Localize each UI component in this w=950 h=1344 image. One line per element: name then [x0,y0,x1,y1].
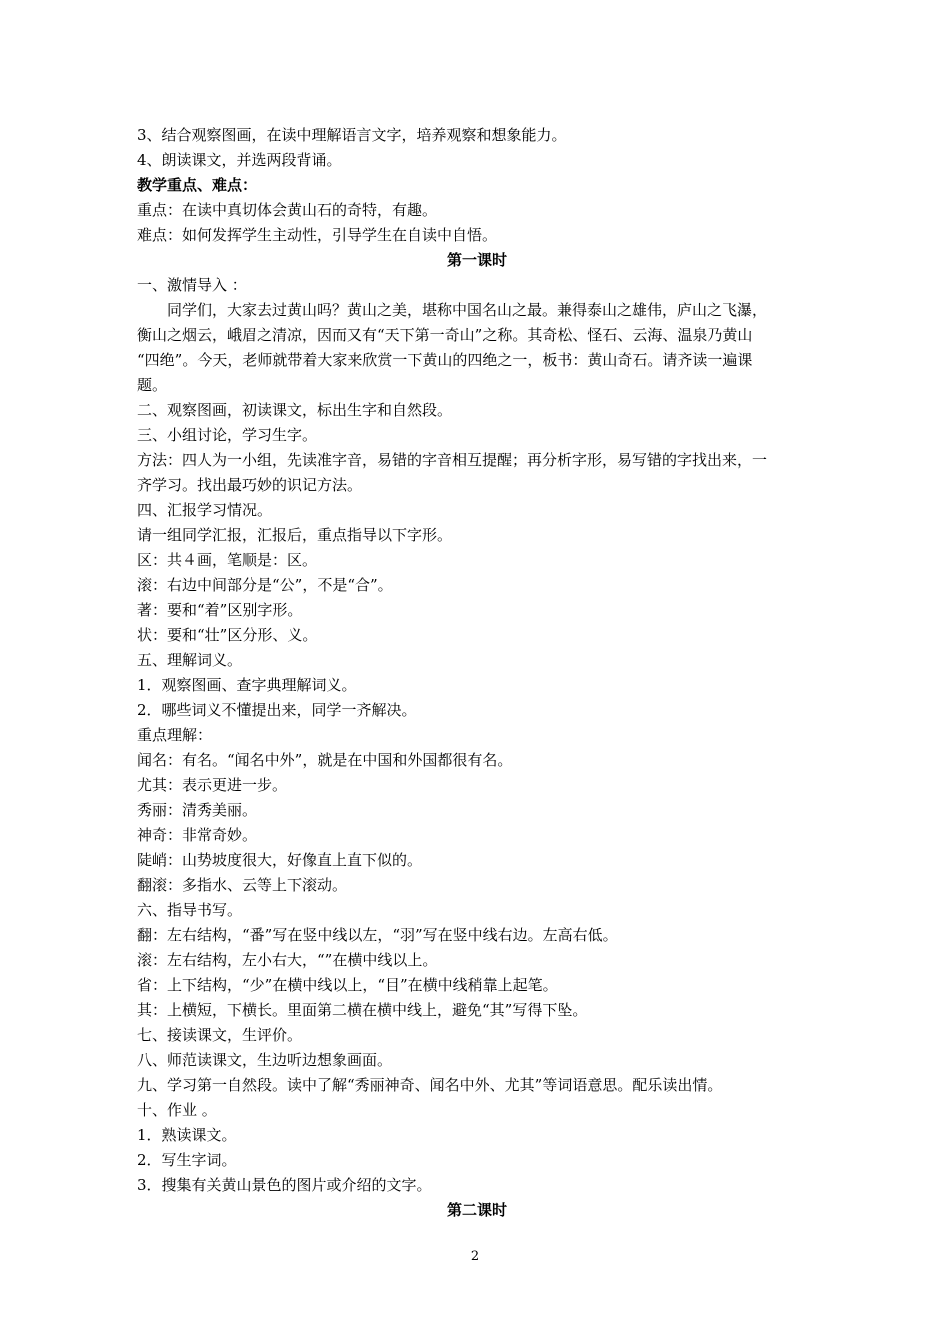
difficult-point-text: 难点：如何发挥学生主动性，引导学生在自读中自悟。 [137,226,498,244]
section-9-heading: 九、学习第一自然段。读中了解“秀丽神奇、闻名中外、尤其”等词语意思。配乐读出情。 [137,1076,723,1094]
page-number: 2 [470,1249,480,1264]
writing-line: 滚：左右结构，左小右大，“”在横中线以上。 [137,951,438,969]
report-line: 状：要和“壮”区分形、义。 [137,626,318,644]
intro-paragraph-line: 题。 [137,376,168,394]
report-line: 区：共４画，笔顺是：区。 [137,551,318,569]
section-2-heading: 二、观察图画，初读课文，标出生字和自然段。 [137,401,453,419]
vocab-line: 尤其：表示更进一步。 [137,776,288,794]
intro-heading: 一、激情导入 ： [137,276,247,294]
writing-line: 省：上下结构，“少”在横中线以上，“目”在横中线稍靠上起笔。 [137,976,558,994]
key-points-heading: 教学重点、难点： [137,176,258,194]
report-line: 著：要和“着”区别字形。 [137,601,303,619]
homework-line: 1．熟读课文。 [137,1126,237,1144]
homework-line: 2．写生字词。 [137,1151,237,1169]
page-content [137,123,817,1223]
lesson-1-title: 第一课时 [446,251,507,269]
key-point-text: 重点：在读中真切体会黄山石的奇特，有趣。 [137,201,438,219]
section-4-heading: 四、汇报学习情况。 [137,501,273,519]
vocab-line: 神奇：非常奇妙。 [137,826,258,844]
homework-line: 3．搜集有关黄山景色的图片或介绍的文字。 [137,1176,432,1194]
section-10-heading: 十、作业 。 [137,1101,217,1119]
vocab-line: 2．哪些词义不懂提出来，同学一齐解决。 [137,701,417,719]
method-line: 方法：四人为一小组，先读准字音，易错的字音相互提醒；再分析字形，易写错的字找出来，一 [137,451,768,469]
lesson-2-title: 第二课时 [446,1201,507,1219]
section-5-heading: 五、理解词义。 [137,651,243,669]
section-8-heading: 八、师范读课文，生边听边想象画面。 [137,1051,393,1069]
vocab-line: 翻滚：多指水、云等上下滚动。 [137,876,348,894]
intro-paragraph-line: 同学们，大家去过黄山吗？黄山之美，堪称中国名山之最。兼得泰山之雄伟，庐山之飞瀑， [167,301,768,319]
section-3-heading: 三、小组讨论，学习生字。 [137,426,318,444]
section-7-heading: 七、接读课文，生评价。 [137,1026,303,1044]
writing-line: 翻：左右结构，“番”写在竖中线以左，“羽”写在竖中线右边。左高右低。 [137,926,618,944]
objective-line-4: 4、朗读课文，并选两段背诵。 [137,151,342,169]
report-line: 滚：右边中间部分是“公”，不是“合”。 [137,576,393,594]
section-6-heading: 六、指导书写。 [137,901,243,919]
vocab-line: 陡峭：山势坡度很大，好像直上直下似的。 [137,851,423,869]
method-line: 齐学习。找出最巧妙的识记方法。 [137,476,363,494]
vocab-line: 1．观察图画、查字典理解词义。 [137,676,357,694]
vocab-line: 闻名：有名。“闻名中外”，就是在中国和外国都很有名。 [137,751,513,769]
intro-paragraph-line: 衡山之烟云，峨眉之清凉，因而又有“天下第一奇山”之称。其奇松、怪石、云海、温泉乃黄山 [137,326,753,344]
report-line: 请一组同学汇报，汇报后，重点指导以下字形。 [137,526,453,544]
objective-line-3: 3、结合观察图画，在读中理解语言文字，培养观察和想象能力。 [137,126,567,144]
writing-line: 其：上横短，下横长。里面第二横在横中线上，避免“其”写得下坠。 [137,1001,588,1019]
vocab-line: 秀丽：清秀美丽。 [137,801,258,819]
vocab-line: 重点理解： [137,726,213,744]
intro-paragraph-line: “四绝”。今天，老师就带着大家来欣赏一下黄山的四绝之一，板书：黄山奇石。请齐读一遍课 [137,351,753,369]
